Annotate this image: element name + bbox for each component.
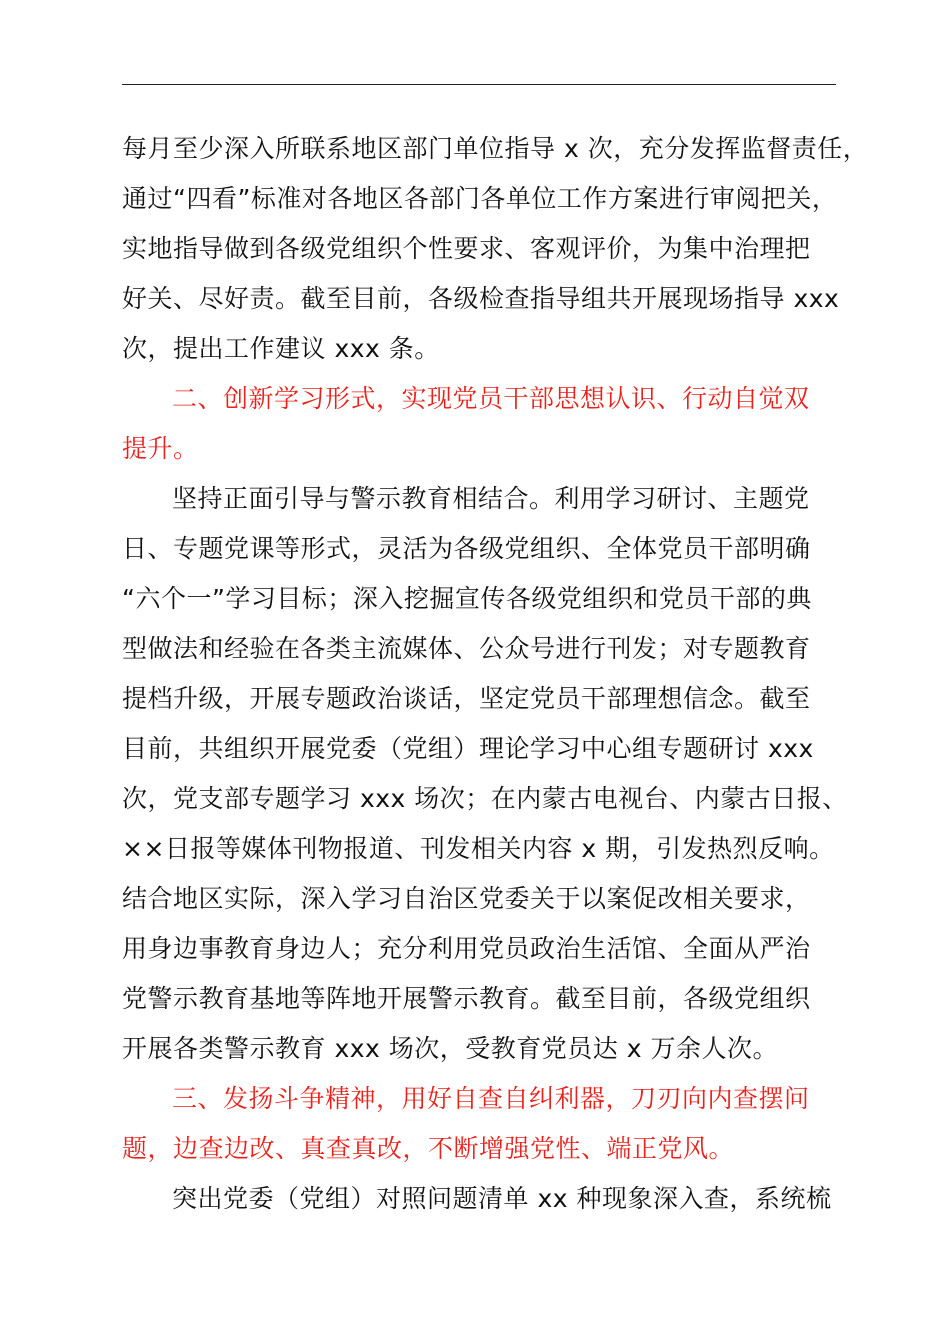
body-line: 开展各类警示教育 xxx 场次，受教育党员达 x 万余人次。 <box>122 1034 778 1063</box>
body-line: 日、专题党课等形式，灵活为各级党组织、全体党员干部明确 <box>122 534 811 563</box>
body-line: 提档升级，开展专题政治谈话，坚定党员干部理想信念。截至 <box>122 684 811 713</box>
header-rule <box>122 84 836 85</box>
body-line: 目前，共组织开展党委（党组）理论学习中心组专题研讨 xxx <box>122 734 814 763</box>
body-line: 型做法和经验在各类主流媒体、公众号进行刊发；对专题教育 <box>122 634 811 663</box>
paragraph-start: 突出党委（党组）对照问题清单 xx 种现象深入查，系统梳 <box>172 1184 832 1213</box>
body-line: 实地指导做到各级党组织个性要求、客观评价，为集中治理把 <box>122 234 811 263</box>
document-body <box>122 124 869 1224</box>
section-heading-2-cont: 提升。 <box>122 434 199 463</box>
body-line: 好关、尽好责。截至目前，各级检查指导组共开展现场指导 xxx <box>122 284 840 313</box>
body-line: 次，提出工作建议 xxx 条。 <box>122 334 440 363</box>
body-line: 用身边事教育身边人；充分利用党员政治生活馆、全面从严治 <box>122 934 811 963</box>
body-line: 党警示教育基地等阵地开展警示教育。截至目前，各级党组织 <box>122 984 811 1013</box>
body-line: “六个一”学习目标；深入挖掘宣传各级党组织和党员干部的典 <box>122 584 812 613</box>
body-line: 每月至少深入所联系地区部门单位指导 x 次，充分发挥监督责任， <box>122 134 869 163</box>
body-line: 结合地区实际，深入学习自治区党委关于以案促改相关要求， <box>122 884 811 913</box>
section-heading-3: 三、发扬斗争精神，用好自查自纠利器，刀刃向内查摆问 <box>172 1084 810 1113</box>
section-heading-3-cont: 题，边查边改、真查真改，不断增强党性、端正党风。 <box>122 1134 735 1163</box>
body-line: ××日报等媒体刊物报道、刊发相关内容 x 期，引发热烈反响。 <box>122 834 835 863</box>
paragraph-start: 坚持正面引导与警示教育相结合。利用学习研讨、主题党 <box>172 484 810 513</box>
section-heading-2: 二、创新学习形式，实现党员干部思想认识、行动自觉双 <box>172 384 810 413</box>
body-line: 次，党支部专题学习 xxx 场次；在内蒙古电视台、内蒙古日报、 <box>122 784 848 813</box>
body-line: 通过“四看”标准对各地区各部门各单位工作方案进行审阅把关， <box>122 184 838 213</box>
